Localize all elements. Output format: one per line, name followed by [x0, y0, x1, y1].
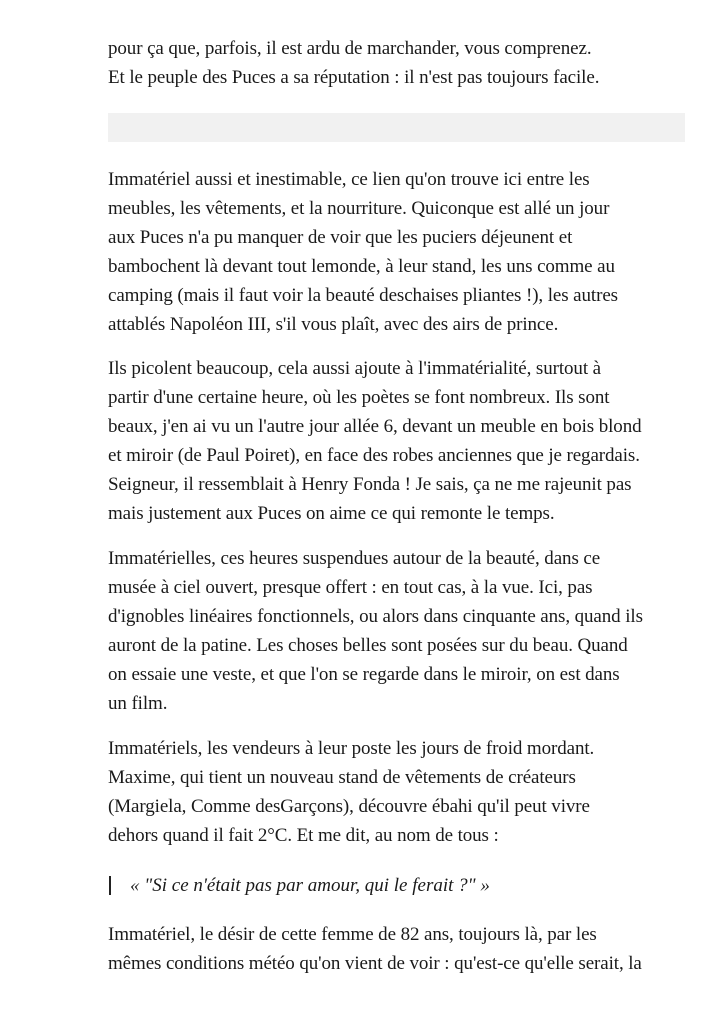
- text-line: Seigneur, il ressemblait à Henry Fonda ! Je sais, ça ne me rajeunit pas: [108, 474, 632, 495]
- text-line: Et le peuple des Puces a sa réputation : il n'est pas toujours facile.: [108, 67, 600, 88]
- text-line: attablés Napoléon III, s'il vous plaît, avec des airs de prince.: [108, 314, 559, 335]
- text-line: aux Puces n'a pu manquer de voir que les puciers déjeunent et: [108, 227, 573, 248]
- quote-text: « "Si ce n'était pas par amour, qui le ferait ?" »: [130, 875, 490, 896]
- text-line: Ils picolent beaucoup, cela aussi ajoute à l'immatérialité, surtout à: [108, 358, 601, 379]
- paragraph-intro: [108, 34, 698, 92]
- text-line: auront de la patine. Les choses belles sont posées sur du beau. Quand: [108, 635, 628, 656]
- text-line: meubles, les vêtements, et la nourriture. Quiconque est allé un jour: [108, 198, 610, 219]
- text-line: musée à ciel ouvert, presque offert : en tout cas, à la vue. Ici, pas: [108, 577, 593, 598]
- text-line: et miroir (de Paul Poiret), en face des robes anciennes que je regardais.: [108, 445, 640, 466]
- text-line: Immatériel aussi et inestimable, ce lien qu'on trouve ici entre les: [108, 169, 590, 190]
- text-line: (Margiela, Comme desGarçons), découvre ébahi qu'il peut vivre: [108, 796, 590, 817]
- text-line: on essaie une veste, et que l'on se regarde dans le miroir, on est dans: [108, 664, 620, 685]
- text-line: un film.: [108, 693, 168, 714]
- paragraph-desir: [108, 920, 698, 978]
- text-line: camping (mais il faut voir la beauté deschaises pliantes !), les autres: [108, 285, 618, 306]
- text-line: bambochent là devant tout lemonde, à leur stand, les uns comme au: [108, 256, 615, 277]
- paragraph-lien: [108, 165, 698, 339]
- quote-bar: [109, 876, 111, 895]
- paragraph-picolent: [108, 354, 698, 528]
- text-line: mêmes conditions météo qu'on vient de voir : qu'est-ce qu'elle serait, la: [108, 953, 642, 974]
- text-line: d'ignobles linéaires fonctionnels, ou alors dans cinquante ans, quand ils: [108, 606, 643, 627]
- text-line: beaux, j'en ai vu un l'autre jour allée 6, devant un meuble en bois blond: [108, 416, 642, 437]
- text-line: Immatériels, les vendeurs à leur poste les jours de froid mordant.: [108, 738, 595, 759]
- paragraph-vendeurs: [108, 734, 698, 850]
- text-line: pour ça que, parfois, il est ardu de marchander, vous comprenez.: [108, 38, 592, 59]
- text-line: Maxime, qui tient un nouveau stand de vêtements de créateurs: [108, 767, 576, 788]
- blockquote: [108, 873, 698, 899]
- text-line: dehors quand il fait 2°C. Et me dit, au nom de tous :: [108, 825, 499, 846]
- gray-divider-band: [108, 113, 685, 142]
- text-line: partir d'une certaine heure, où les poètes se font nombreux. Ils sont: [108, 387, 610, 408]
- text-line: Immatérielles, ces heures suspendues autour de la beauté, dans ce: [108, 548, 601, 569]
- text-line: mais justement aux Puces on aime ce qui remonte le temps.: [108, 503, 555, 524]
- text-line: Immatériel, le désir de cette femme de 82 ans, toujours là, par les: [108, 924, 597, 945]
- paragraph-heures: [108, 544, 698, 718]
